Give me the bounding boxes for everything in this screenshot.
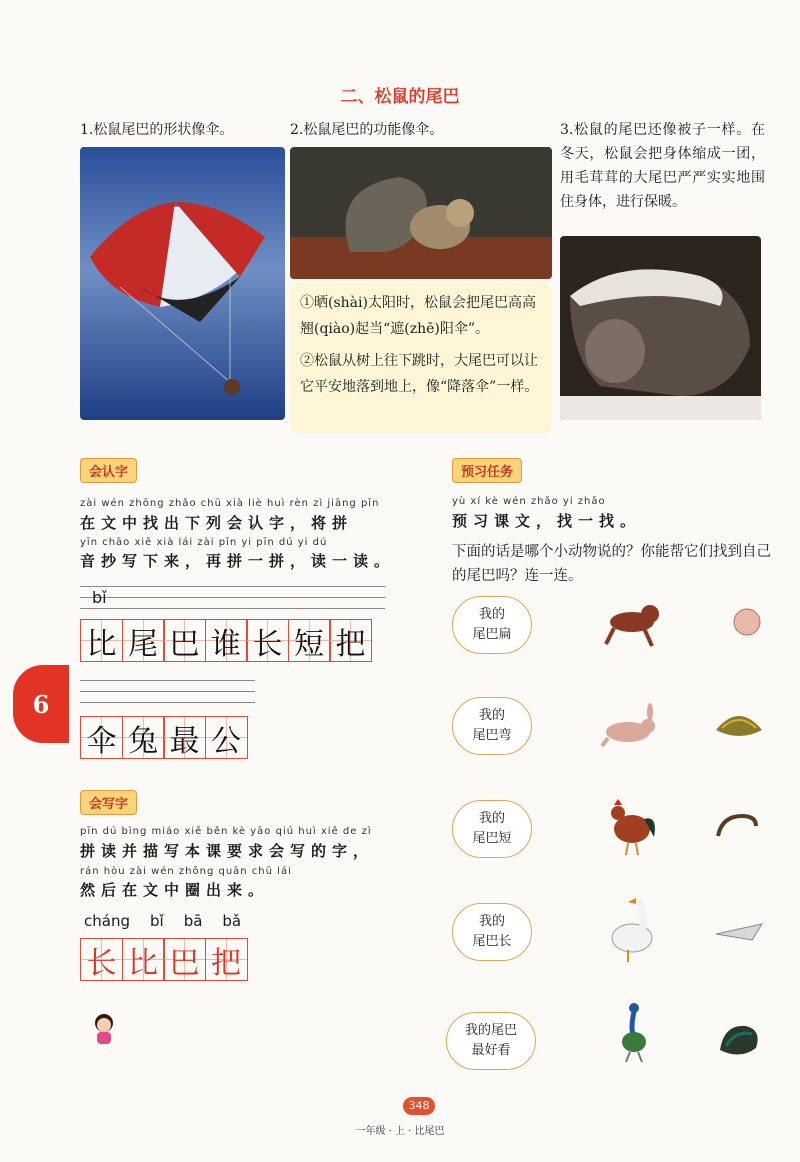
- pinyin-rule: [80, 586, 385, 587]
- speech-cloud: [446, 1012, 536, 1070]
- cloud-line: 我的尾巴: [464, 1023, 517, 1038]
- squirrel-image: [290, 147, 552, 279]
- write-char-cell: 把: [205, 938, 248, 981]
- cloud-line: 我的: [478, 607, 505, 622]
- write-line-1: 拼读并描写本课要求会写的字，: [80, 842, 375, 860]
- goose-icon[interactable]: [606, 892, 662, 968]
- char-cell: 尾: [122, 619, 165, 662]
- cloud-line: 我的: [478, 811, 505, 826]
- recognize-pinyin-2: yīn chāo xiě xià lái zài pīn yi pīn dú yi dú: [80, 537, 328, 548]
- char-cell: 伞: [80, 716, 123, 759]
- footer-text: 一年级 · 上 · 比尾巴: [355, 1126, 445, 1137]
- caption-2: 2.松鼠尾巴的功能像伞。: [290, 122, 444, 138]
- char-cell: 巴: [163, 619, 206, 662]
- recognize-tag: 会认字: [80, 458, 137, 483]
- write-pinyin-1: pīn dú bìng miáo xiě běn kè yāo qiú huì xiě de zì: [80, 826, 372, 837]
- char-cell: 比: [80, 619, 123, 662]
- preview-pinyin: yù xí kè wén zhǎo yi zhǎo: [452, 496, 606, 507]
- parachute-photo: [80, 147, 285, 420]
- write-pinyin-row: [84, 912, 241, 930]
- snow-squirrel-image: [560, 236, 761, 420]
- pinyin-rule: [80, 702, 255, 703]
- note-2: ②松鼠从树上往下跳时，大尾巴可以让它平安地落到地上，像“降落伞”一样。: [300, 353, 539, 395]
- caption-1: 1.松鼠尾巴的形状像伞。: [80, 122, 234, 138]
- parachute-image: [80, 147, 285, 420]
- recognize-grid-row-2: [80, 716, 246, 759]
- write-line-2: 然后在文中圈出来。: [80, 881, 270, 899]
- preview-question: 下面的话是哪个小动物说的？你能帮它们找到自己的尾巴吗？连一连。: [452, 544, 771, 584]
- cloud-line: 我的: [478, 708, 505, 723]
- monkey-icon[interactable]: [598, 600, 664, 654]
- rooster-icon[interactable]: [604, 797, 660, 861]
- speech-cloud: [452, 697, 532, 755]
- recognize-line-1: 在文中找出下列会认字，将拼: [80, 514, 354, 532]
- fan-tail-icon[interactable]: [712, 708, 766, 746]
- write-char-cell: 巴: [163, 938, 206, 981]
- curved-tail-icon[interactable]: [712, 812, 762, 846]
- pinyin-label: bǐ: [149, 912, 164, 930]
- pinyin-rule: [80, 608, 385, 609]
- pinyin-label: bǎ: [222, 912, 242, 930]
- speech-cloud: [452, 800, 532, 858]
- rabbit-icon[interactable]: [598, 702, 664, 756]
- girl-icon: [90, 1012, 118, 1050]
- cloud-line: 最好看: [471, 1043, 511, 1058]
- recognize-grid-row-1: [80, 619, 371, 662]
- write-char-cell: 比: [122, 938, 165, 981]
- write-tag: 会写字: [80, 790, 137, 815]
- cloud-line: 我的: [478, 914, 505, 929]
- cloud-line: 尾巴弯: [472, 728, 512, 743]
- char-cell: 把: [329, 619, 372, 662]
- write-pinyin-2: rán hòu zài wén zhōng quān chū lái: [80, 866, 292, 877]
- round-tail-icon[interactable]: [730, 605, 764, 643]
- page-side-tab: 6: [13, 665, 69, 743]
- speech-cloud: [452, 903, 532, 961]
- recognize-line-2: 音抄写下来，再拼一拼，读一读。: [80, 552, 396, 570]
- cloud-line: 尾巴短: [472, 831, 512, 846]
- notes-box: [290, 282, 552, 434]
- feather-tail-icon[interactable]: [716, 1020, 764, 1066]
- recognize-pinyin-1: zài wén zhōng zhǎo chū xià liè huì rèn zì jiāng pīn: [80, 498, 380, 509]
- preview-line: 预习课文，找一找。: [452, 512, 642, 530]
- write-grid: [80, 938, 246, 981]
- char-cell: 兔: [122, 716, 165, 759]
- char-cell: 公: [205, 716, 248, 759]
- cloud-line: 尾巴长: [472, 934, 512, 949]
- speech-cloud: [452, 596, 532, 654]
- flat-tail-icon[interactable]: [712, 920, 766, 948]
- write-char-cell: 长: [80, 938, 123, 981]
- note-1: ①晒(shài)太阳时，松鼠会把尾巴高高翘(qiào)起当“遮(zhē)阳伞”。: [300, 295, 536, 337]
- page-number: 348: [403, 1097, 435, 1115]
- pinyin-label: cháng: [84, 912, 130, 930]
- peacock-icon[interactable]: [604, 998, 660, 1068]
- caption-3: 3.松鼠的尾巴还像被子一样。在冬天，松鼠会把身体缩成一团，用毛茸茸的大尾巴严严实实地围住身体，进行保暖。: [560, 122, 765, 210]
- pinyin-label: bā: [183, 912, 203, 930]
- cloud-line: 尾巴扁: [472, 627, 512, 642]
- pinyin-rule: [80, 680, 255, 681]
- squirrel-umbrella-photo: [290, 147, 552, 279]
- preview-tag: 预习任务: [452, 458, 522, 483]
- squirrel-snow-photo: [560, 236, 761, 420]
- pinyin-rule: [80, 691, 255, 692]
- pinyin-rule: [80, 597, 385, 598]
- sample-pinyin: bǐ: [92, 588, 107, 607]
- page-title: 二、松鼠的尾巴: [340, 87, 460, 107]
- char-cell: 长: [246, 619, 289, 662]
- char-cell: 最: [163, 716, 206, 759]
- char-cell: 谁: [205, 619, 248, 662]
- char-cell: 短: [288, 619, 331, 662]
